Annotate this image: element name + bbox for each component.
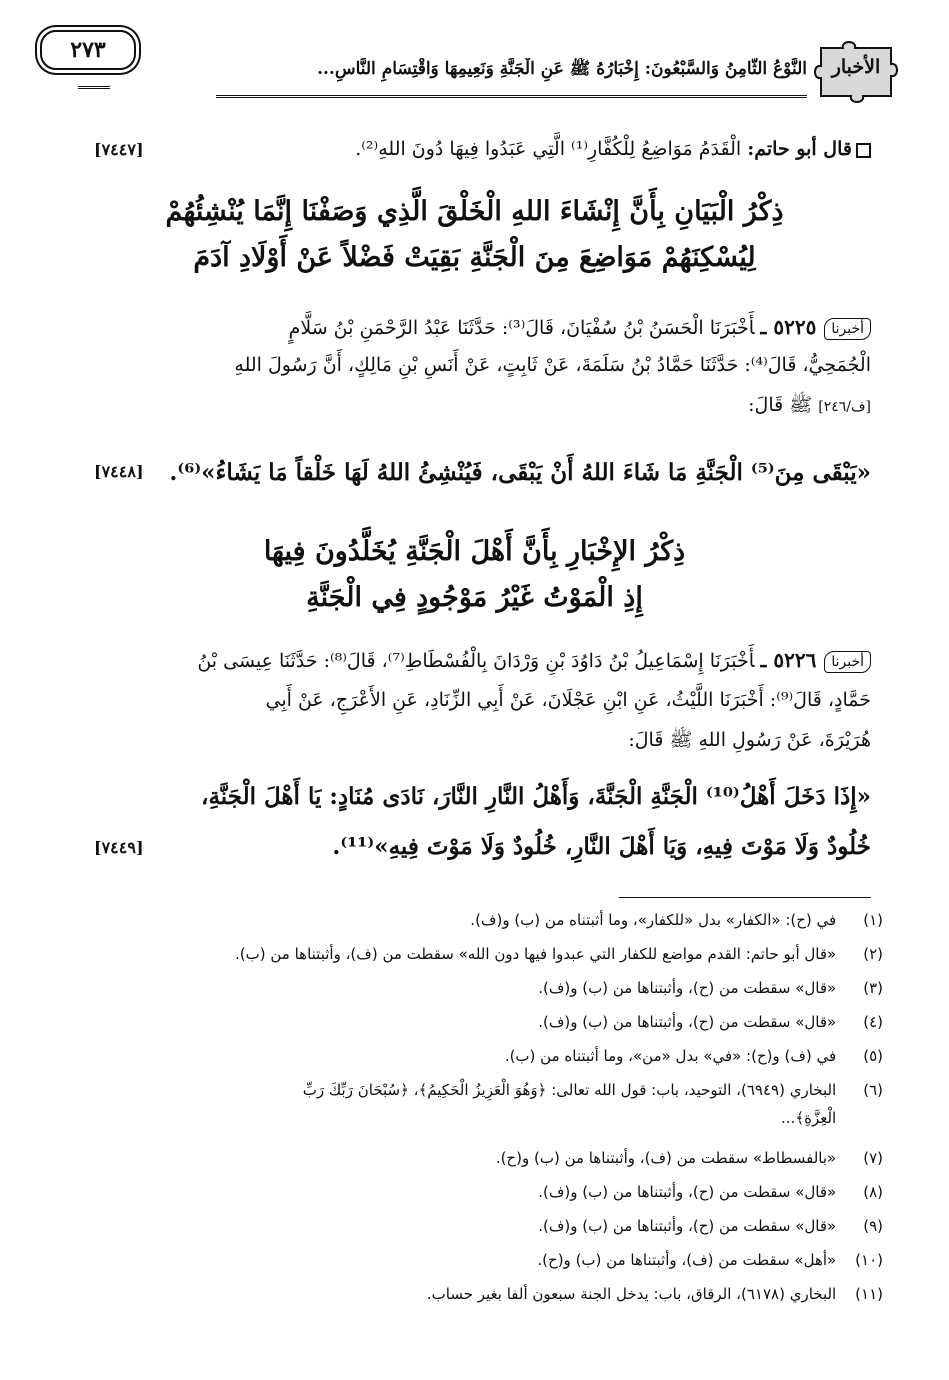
abu-hatim-line xyxy=(200,134,871,164)
heading-1-line-1: ذِكْرُ الْبَيَانِ بِأَنَّ إِنْشَاءَ اللهِ الْخَلْقَ الَّذِي وَصَفْنَا إِنَّمَا يُنْشِئُهُمْ xyxy=(165,196,784,227)
hadith-5226-matn-2: خُلُودٌ وَلَا مَوْتَ فِيهِ، وَيَا أَهْلَ النَّارِ، خُلُودٌ وَلَا مَوْتَ فِيهِ»⁽¹¹⁾. xyxy=(332,833,871,860)
footnote-text: «بالفسطاط» سقطت من (ف)، وأثبتناها من (ب) و(ح). xyxy=(495,1149,837,1167)
footnote-11 xyxy=(78,1282,883,1306)
footnote-8 xyxy=(78,1180,883,1204)
hadith-5226-line-1 xyxy=(78,645,871,676)
ref-7448: [٧٤٤٨] xyxy=(94,462,144,481)
footnote-text: «قال» سقطت من (ح)، وأثبتناها من (ب) و(ف). xyxy=(538,979,837,997)
hadith-5225-line-1 xyxy=(78,312,871,343)
footnote-5 xyxy=(78,1044,883,1068)
footnote-number: (٤) xyxy=(863,1013,883,1031)
akhbarana-badge: أخبرنا xyxy=(824,318,871,340)
running-head: النَّوْعُ الثَّامِنُ وَالسَّبْعُونَ: إِخْبَارُهُ ﷺ عَنِ الْجَنَّةِ وَنَعِيمِهَا وَاقْتِسَامِ النَّاسِ... xyxy=(317,59,807,79)
footnote-text: «قال» سقطت من (ح)، وأثبتناها من (ب) و(ف). xyxy=(538,1013,837,1031)
footnote-6 xyxy=(78,1078,883,1102)
hadith-5226-line-2: حَمَّادٍ، قَالَ⁽⁹⁾: أَخْبَرَنَا اللَّيْثُ، عَنِ ابْنِ عَجْلَانَ، عَنْ أَبِي الزِّنَادِ، عَنِ الأَعْرَجِ، عَنْ أَبِي xyxy=(265,689,871,711)
page-number: ٢٧٣ xyxy=(40,30,136,70)
footnote-number: (١) xyxy=(863,911,883,929)
footnote-number: (٥) xyxy=(863,1047,883,1065)
heading-2-line-1: ذِكْرُ الإِخْبَارِ بِأَنَّ أَهْلَ الْجَنَّةِ يُخَلَّدُونَ فِيهَا xyxy=(263,536,686,567)
footnote-3 xyxy=(78,976,883,1000)
footnote-text: في (ح): «الكفار» بدل «للكفار»، وما أثبتناه من (ب) و(ف). xyxy=(470,911,837,929)
hadith-5225-line-3 xyxy=(78,390,871,422)
hadith-5226-text-1: أَخْبَرَنَا إِسْمَاعِيلُ بْنُ دَاوُدَ بْنِ وَرْدَانَ بِالْفُسْطَاطِ⁽⁷⁾، قَالَ⁽⁸⁾: حَدَّثَنَا عِيسَى بْنُ xyxy=(197,650,755,672)
footnote-text: «قال» سقطت من (ح)، وأثبتناها من (ب) و(ف). xyxy=(538,1183,837,1201)
footnote-number: (٧) xyxy=(863,1149,883,1167)
abu-hatim-text: الْقَدَمُ مَوَاضِعُ لِلْكُفَّارِ⁽¹⁾ الَّتِي عَبَدُوا فِيهَا دُونَ اللهِ⁽²⁾. xyxy=(355,138,742,160)
footnote-text: البخاري (٦٩٤٩)، التوحيد، باب: قول الله تعالى: ﴿وَهُوَ الْعَزِيزُ الْحَكِيمُ﴾، ﴿سُبْحَانَ رَبِّكَ رَبِّ xyxy=(302,1081,837,1099)
footnote-number: (٦) xyxy=(863,1081,883,1099)
footnote-2 xyxy=(78,942,883,966)
header-dash xyxy=(78,86,110,89)
hadith-5225-matn: «يَبْقَى مِنَ⁽⁵⁾ الْجَنَّةِ مَا شَاءَ اللهُ أَنْ يَبْقَى، فَيُنْشِئُ اللهُ لَهَا خَلْقاً مَا يَشَاءُ»⁽⁶⁾. xyxy=(169,459,871,486)
heading-2-line-2: إِذِ الْمَوْتُ غَيْرُ مَوْجُودٍ فِي الْجَنَّةِ xyxy=(306,582,643,613)
section-badge: الأخبار xyxy=(831,56,881,78)
hadith-number: ٥٢٢٦ ـ xyxy=(760,648,817,672)
ref-7449: [٧٤٤٩] xyxy=(94,838,144,857)
footnote-number: (١٠) xyxy=(855,1251,883,1269)
hadith-5226-line-3: هُرَيْرَةَ، عَنْ رَسُولِ اللهِ ﷺ قَالَ: xyxy=(628,729,871,751)
footnote-text: «قال أبو حاتم: القدم مواضع للكفار التي عبدوا فيها دون الله» سقطت من (ف)، وأثبتناها من (ب). xyxy=(235,945,837,963)
footnote-text: «قال» سقطت من (ح)، وأثبتناها من (ب) و(ف). xyxy=(538,1217,837,1235)
hadith-5225-line-2: الْجُمَحِيُّ، قَالَ⁽⁴⁾: حَدَّثَنَا حَمَّادُ بْنُ سَلَمَةَ، عَنْ ثَابِتٍ، عَنْ أَنَسِ بْنِ مَالِكٍ، أَنَّ رَسُولَ اللهِ xyxy=(234,354,871,376)
square-icon xyxy=(856,143,871,158)
ref-7447: [٧٤٤٧] xyxy=(94,140,144,159)
footnote-number: (١١) xyxy=(855,1285,883,1303)
footnote-4 xyxy=(78,1010,883,1034)
footnote-text: البخاري (٦١٧٨)، الرقاق، باب: يدخل الجنة سبعون ألفا بغير حساب. xyxy=(426,1285,837,1303)
akhbarana-badge: أخبرنا xyxy=(824,651,871,673)
footnote-text: الْعِزَّةِ﴾... xyxy=(781,1109,837,1127)
footnote-number: (٣) xyxy=(863,979,883,997)
footnote-number: (٩) xyxy=(863,1217,883,1235)
hadith-number: ٥٢٢٥ ـ xyxy=(760,315,817,339)
footnote-rule xyxy=(619,897,871,898)
abu-hatim-label: قال أبو حاتم: xyxy=(747,138,852,160)
footnote-1 xyxy=(78,908,883,932)
footnote-10 xyxy=(78,1248,883,1272)
hadith-5225-text-3: ﷺ قَالَ: xyxy=(748,394,813,416)
footnote-number: (٢) xyxy=(863,945,883,963)
footnote-text: «أهل» سقطت من (ف)، وأثبتناها من (ب) و(ح). xyxy=(537,1251,837,1269)
footnote-7 xyxy=(78,1146,883,1170)
footnote-6-continued xyxy=(78,1106,883,1130)
footnote-9 xyxy=(78,1214,883,1238)
hadith-5225-text-1: أَخْبَرَنَا الْحَسَنُ بْنُ سُفْيَانَ، قَالَ⁽³⁾: حَدَّثَنَا عَبْدُ الرَّحْمَنِ بْنُ سَلَّامٍ xyxy=(288,317,755,339)
header-rule xyxy=(216,95,807,98)
heading-1-line-2: لِيُسْكِنَهُمْ مَوَاضِعَ مِنَ الْجَنَّةِ بَقِيَتْ فَضْلاً عَنْ أَوْلَادِ آدَمَ xyxy=(193,242,756,273)
folio-marker: [ف/٢٤٦] xyxy=(818,399,871,415)
footnote-text: في (ف) و(ح): «في» بدل «من»، وما أثبتناه من (ب). xyxy=(504,1047,837,1065)
footnote-number: (٨) xyxy=(863,1183,883,1201)
page-header xyxy=(88,38,899,108)
hadith-5226-matn-1: «إِذَا دَخَلَ أَهْلُ⁽¹⁰⁾ الْجَنَّةِ الْجَنَّةَ، وَأَهْلُ النَّارِ النَّارَ، نَادَى مُنَادٍ: يَا أَهْلَ الْجَنَّةِ، xyxy=(201,783,871,810)
